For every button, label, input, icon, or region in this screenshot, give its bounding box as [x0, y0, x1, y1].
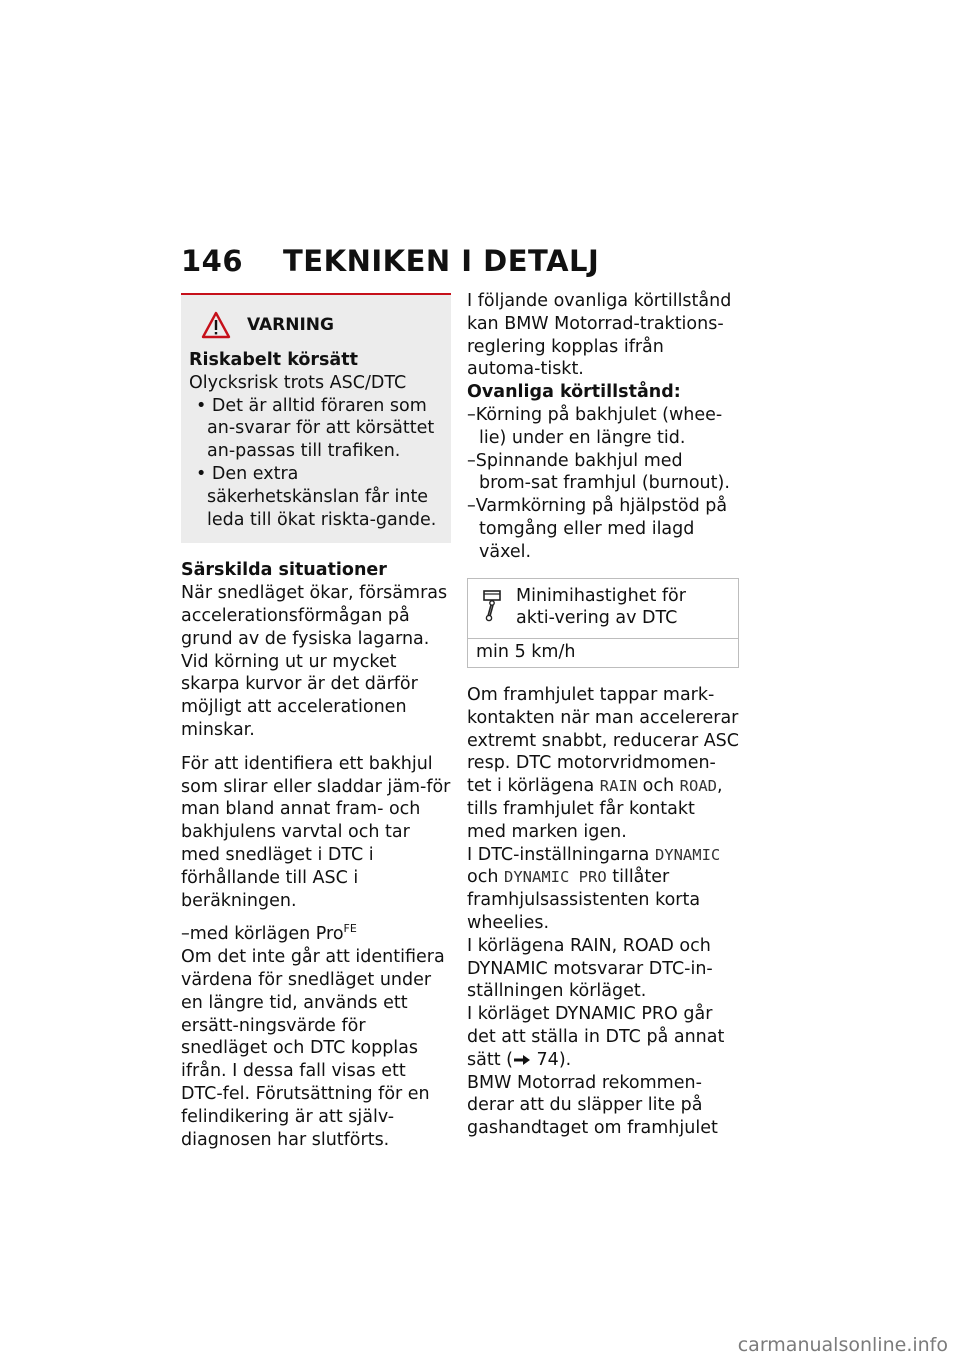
page-reference[interactable]: 74). — [536, 1049, 572, 1070]
paragraph: När snedläget ökar, försämras accelerationsförmågan på grund av de fysiska lagarna. Vid körning ut ur mycket skarpa kurvor är det därför möjligt att accelerationen minskar. — [181, 583, 448, 740]
warning-bullet: • Det är alltid föraren som an-svarar för att körsättet an-passas till trafiken. — [196, 395, 435, 462]
spec-table — [467, 578, 739, 668]
warning-heading: Riskabelt körsätt — [189, 350, 358, 370]
page-number: 146 — [181, 244, 244, 278]
paragraph: Om framhjulet tappar mark-kontakten när man accelererar extremt snabbt, reducerar ASC resp. DTC motorvridmomen-tet i körlägena RAIN och ROAD, tills framhjulet får kontakt med marken igen. — [467, 684, 740, 842]
paragraph: I körläget DYNAMIC PRO går det att ställa in DTC på annat sätt ( 74). — [467, 1004, 725, 1070]
dash-item: –med körlägen Pro$^{FE}$ — [181, 922, 357, 945]
right-column — [467, 290, 739, 1140]
superscript: FE — [343, 922, 357, 936]
paragraph: För att identifiera ett bakhjul som slirar eller sladdar jäm-för man bland annat fram- och bakhjulens varvtal och tar med snedläget i DTC i förhållande till ASC i beräkningen. — [181, 753, 451, 911]
page-title: TEKNIKEN I DETALJ — [283, 244, 600, 278]
page-header — [181, 244, 599, 278]
warning-triangle-icon — [201, 311, 231, 339]
warning-subheading: Olycksrisk trots ASC/DTC — [189, 372, 407, 393]
warning-header — [189, 311, 443, 339]
mode-dynamic: DYNAMIC — [654, 845, 721, 864]
paragraph: I DTC-inställningarna DYNAMIC och DYNAMIC PRO tillåter framhjulsassistenten korta wheelies. — [467, 844, 721, 933]
paragraph: I följande ovanliga körtillstånd kan BMW Motorrad-traktions-reglering kopplas ifrån automa-tiskt. — [467, 291, 732, 380]
warning-label: VARNING — [247, 314, 334, 335]
left-column — [181, 293, 451, 1151]
mode-rain: RAIN — [599, 777, 638, 796]
piston-icon — [482, 588, 502, 622]
warning-bullet: • Den extra säkerhetskänslan får inte leda till ökat riskta-gande. — [196, 463, 437, 530]
list-heading: Ovanliga körtillstånd: — [467, 382, 681, 403]
list-item: –Körning på bakhjulet (whee-lie) under en längre tid. — [467, 404, 723, 448]
spec-value: min 5 km/h — [476, 642, 576, 663]
list-item: –Spinnande bakhjul med brom-sat framhjul (burnout). — [467, 450, 730, 494]
paragraph: I körlägena RAIN, ROAD och DYNAMIC motsvarar DTC-in-ställningen körläget. — [467, 935, 713, 1002]
list-item: –Varmkörning på hjälpstöd på tomgång eller med ilagd växel. — [467, 496, 728, 562]
watermark: carmanualsonline.info — [737, 1334, 948, 1356]
spec-label: Minimihastighet för akti-vering av DTC — [516, 585, 686, 629]
spec-table-header — [468, 579, 738, 640]
section-heading: Särskilda situationer — [181, 560, 387, 581]
page-reference-arrow-icon — [513, 1054, 531, 1066]
paragraph: BMW Motorrad rekommen-derar att du släpper lite på gashandtaget om framhjulet — [467, 1072, 718, 1139]
paragraph: Om det inte går att identifiera värdena för snedläget under en längre tid, används ett ersätt-ningsvärde för snedläget och DTC kopplas ifrån. I dessa fall visas ett DTC-fel. Förutsättning för en felindikering är att själv-diagnosen har slutförts. — [181, 947, 445, 1150]
mode-dynamic-pro: DYNAMIC PRO — [504, 868, 607, 887]
warning-box — [181, 293, 451, 543]
mode-road: ROAD — [679, 777, 717, 796]
